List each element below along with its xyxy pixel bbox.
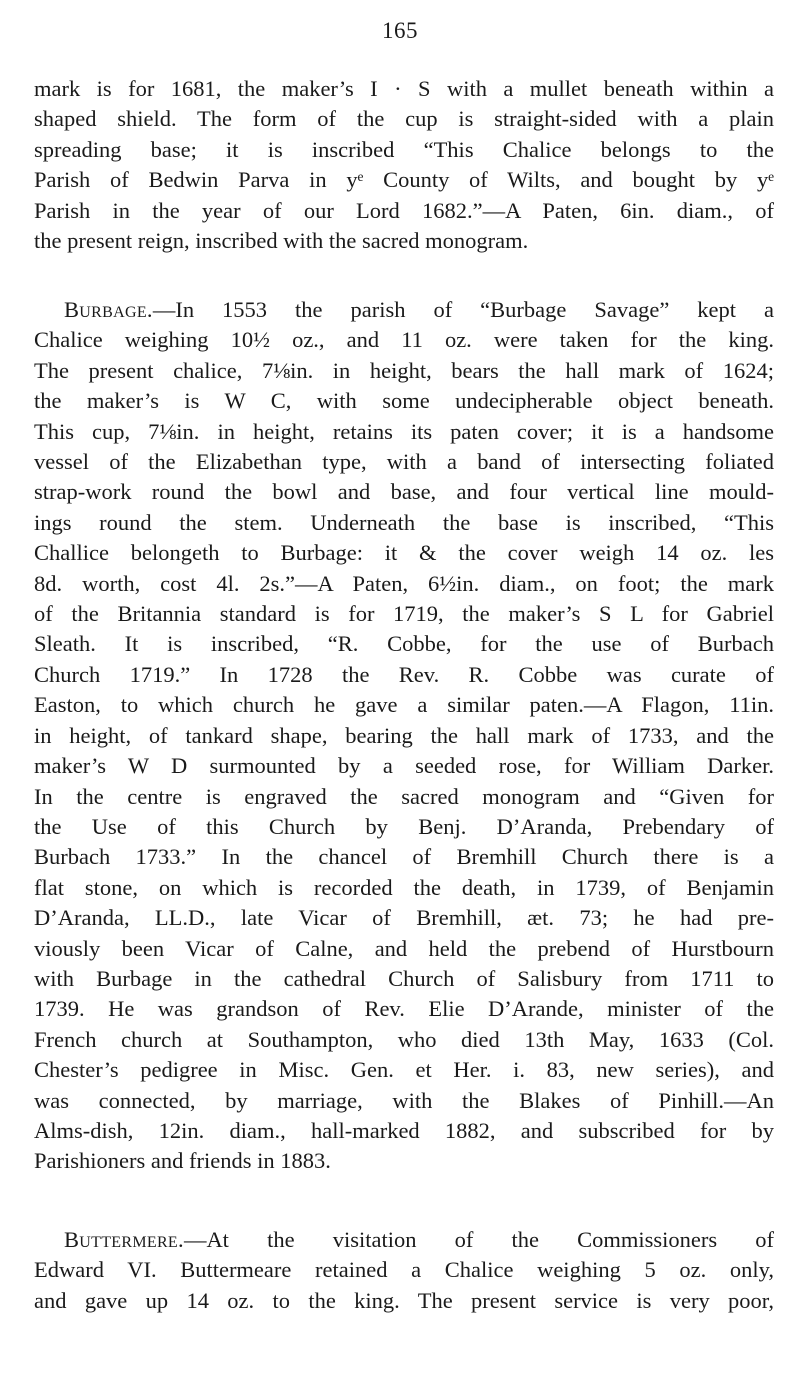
section-heading-buttermere: Buttermere. [64,1227,184,1252]
paragraph-bedwin-parva [34,74,774,256]
text-line: Parishioners and friends in 1883. [34,1148,331,1174]
text-line: D’Aranda, LL.D., late Vicar of Bremhill, æt. 73; he had pre- [34,905,774,931]
text-line: vessel of the Elizabethan type, with a band of intersecting foliated [34,449,774,475]
text-line: mark is for 1681, the maker’s I · S with a mullet beneath within a [34,76,774,101]
text-line-first [34,295,774,325]
page-number: 165 [382,18,418,43]
text-line: This cup, 7⅛in. in height, retains its paten cover; it is a handsome [34,418,774,444]
text-line: spreading base; it is inscribed “This Chalice belongs to the [34,136,774,162]
text-line: Parish of Bedwin Parva in yᵉ County of Wilts, and bought by yᵉ [34,167,774,193]
text-line: Edward VI. Buttermeare retained a Chalice weighing 5 oz. only, [34,1257,774,1283]
paragraph-buttermere [34,1225,774,1316]
text-line: Parish in the year of our Lord 1682.”—A Paten, 6in. diam., of [34,197,774,223]
text-line: Burbach 1733.” In the chancel of Bremhill Church there is a [34,844,774,870]
text-line: Challice belongeth to Burbage: it & the cover weigh 14 oz. les [34,540,774,566]
text-line: flat stone, on which is recorded the death, in 1739, of Benjamin [34,874,774,900]
text-line-rest: —At the visitation of the Commissioners of [183,1227,774,1252]
text-line: with Burbage in the cathedral Church of Salisbury from 1711 to [34,965,774,991]
text-line: of the Britannia standard is for 1719, the maker’s S L for Gabriel [34,601,774,627]
text-line: in height, of tankard shape, bearing the hall mark of 1733, and the [34,722,774,748]
paragraph-burbage [34,295,774,1177]
text-line-first [34,1225,774,1255]
text-line: 8d. worth, cost 4l. 2s.”—A Paten, 6½in. diam., on foot; the mark [34,570,774,596]
text-line: ings round the stem. Underneath the base is inscribed, “This [34,509,774,535]
text-line: Chalice weighing 10½ oz., and 11 oz. were taken for the king. [34,327,774,353]
text-line: Chester’s pedigree in Misc. Gen. et Her. i. 83, new series), and [34,1057,774,1083]
text-line: 1739. He was grandson of Rev. Elie D’Arande, minister of the [34,996,774,1022]
text-line: The present chalice, 7⅛in. in height, bears the hall mark of 1624; [34,357,774,383]
text-line: Alms-dish, 12in. diam., hall-marked 1882, and subscribed for by [34,1117,774,1143]
text-line-rest: —In 1553 the parish of “Burbage Savage” kept a [152,297,774,322]
text-line: shaped shield. The form of the cup is straight-sided with a plain [34,106,774,132]
text-line: the Use of this Church by Benj. D’Aranda, Prebendary of [34,813,774,839]
text-line: the present reign, inscribed with the sacred monogram. [34,228,529,254]
text-line: was connected, by marriage, with the Blakes of Pinhill.—An [34,1087,774,1113]
text-line: and gave up 14 oz. to the king. The present service is very poor, [34,1287,774,1313]
text-line: Sleath. It is inscribed, “R. Cobbe, for the use of Burbach [34,631,774,657]
text-line: maker’s W D surmounted by a seeded rose, for William Darker. [34,753,774,779]
text-line: the maker’s is W C, with some undecipherable object beneath. [34,388,774,414]
text-line: strap-work round the bowl and base, and four vertical line mould- [34,479,774,505]
text-line: In the centre is engraved the sacred monogram and “Given for [34,783,774,809]
section-heading-burbage: Burbage. [64,297,153,322]
text-line: Church 1719.” In 1728 the Rev. R. Cobbe was curate of [34,661,774,687]
text-line: French church at Southampton, who died 13th May, 1633 (Col. [34,1026,774,1052]
text-line: viously been Vicar of Calne, and held the prebend of Hurstbourn [34,935,774,961]
text-line: Easton, to which church he gave a similar paten.—A Flagon, 11in. [34,692,774,718]
